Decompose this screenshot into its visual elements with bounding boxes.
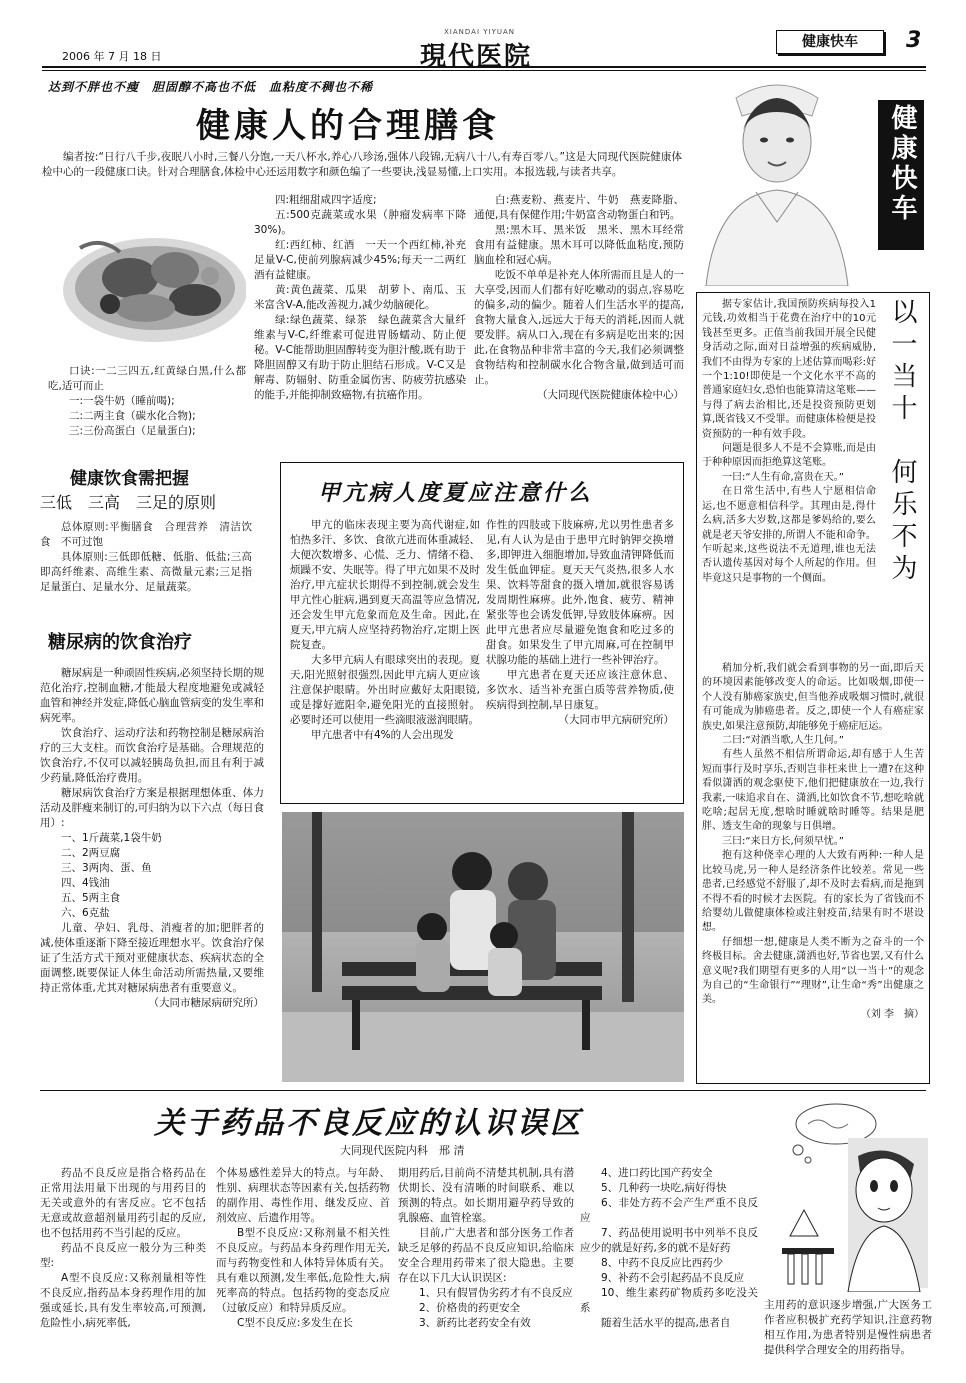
sidebar-para: 一曰:“人生有命,富贵在天。” [722, 471, 844, 483]
diet-col1-line: 口诀:一二三四五,红黄绿白黑,什么都吃,适可而止 [48, 365, 246, 392]
diabetes-title: 糖尿病的饮食治疗 [48, 632, 192, 653]
drug-para: 6、非处方药不会产生严重不良反应 [580, 1197, 758, 1224]
drug-para: B型不良反应:又称剂量不相关性不良反应。与药品本身药理作用无关,而与药物变性和人体特异体质有关。具有难以预测,发生率低,危险性大,病死率高的特点。包括药物的变态反应（过敏反应）和特异质反应。 [216, 1227, 390, 1314]
header-rule-thin [42, 70, 926, 71]
diet-col2-line: 四:粗细甜咸四字适度; [275, 194, 377, 206]
drug-para: 随着生活水平的提高,患者自 [601, 1317, 731, 1329]
sidebar-para: 问题是很多人不是不会算账,而是由于种种原因而拒绝算这笔账。 [702, 443, 876, 469]
drug-para: 1、只有假冒伪劣药才有不良反应 [419, 1287, 573, 1299]
header-date: 2006 年 7 月 18 日 [62, 50, 162, 63]
drug-para: 7、药品使用说明书中列举不良反应少的就是好药,多的就不是好药 [580, 1227, 758, 1254]
drug-col3 [398, 1166, 574, 1331]
drug-col2 [216, 1166, 390, 1331]
diet-col3-line: 白:燕麦粉、燕麦片、牛奶 燕麦降脂、通便,具有保健作用;牛奶富含动物蛋白和钙。 [474, 194, 684, 221]
drug-para: 期用药后,目前尚不清楚其机制,具有潜伏期长、没有清晰的时间联系、难以预测的特点。如长期用避孕药导致的乳腺癌、血管栓塞。 [398, 1167, 574, 1224]
hyperthyroid-col1 [290, 518, 480, 743]
drug-para: 3、新药比老药安全有效 [419, 1317, 531, 1329]
drug-para: C型不良反应:多发生在长 [237, 1317, 353, 1329]
drug-col5 [764, 1298, 932, 1358]
sidebar-para: 有些人虽然不相信所谓命运,却有感于人生苦短而事行及时享乐,否则岂非枉来世上一遭?在这种看似潇洒的观念驱使下,他们把健康放在一边,我行我素,一味追求自在、潇洒,比如饮食不节,想吃啥就吃啥;起居无度,想啥时睡就啥时睡等。结果是肥胖、透支生命的现象与日俱增。 [702, 749, 924, 833]
diabetes-list-item: 二、2两豆腐 [61, 847, 121, 859]
diabetes-source: （大同市糖尿病研究所） [148, 997, 264, 1009]
diabetes-tail: 儿童、孕妇、乳母、消瘦者的加;肥胖者的减,使体重逐渐下降至接近理想水平。饮食治疗保证了生活方式干预对亚健康状态、疾病状态的全面调整,既要保证人体生命活动所需热量,又要维持正常体重,尤其对糖尿病患者有重要意义。 [40, 922, 264, 994]
healthy-diet-title2: 三低 三高 三足的原则 [40, 493, 217, 512]
sidebar-para: 稍加分析,我们就会看到事物的另一面,即后天的环境因素能够改变人的命运。比如吸烟,即使一个人没有肺癌家族史,但当他养成吸烟习惯时,就很有可能成为肺癌患者。反之,即使一个人有癌症家族史,如果注意预防,却能够免于癌症厄运。 [702, 663, 924, 732]
masthead-small: XIANDAI YIYUAN [444, 28, 515, 36]
food-photo [50, 208, 246, 356]
hyperthyroid-title: 甲亢病人度夏应注意什么 [318, 481, 594, 506]
nurse-photo [696, 80, 858, 286]
drug-title: 关于药品不良反应的认识误区 [154, 1106, 583, 1141]
sidebar-body [702, 298, 876, 586]
masthead: 現代医院 [420, 42, 533, 72]
header-rule [42, 66, 926, 68]
diet-col2-line: 黄:黄色蔬菜、瓜果 胡萝卜、南瓜、玉米富含V-A,能改善视力,减少幼脑硬化。 [254, 284, 466, 311]
diabetes-list-item: 四、4钱油 [61, 877, 110, 889]
diabetes-list-item: 五、5两主食 [61, 892, 121, 904]
diet-col2 [254, 193, 466, 403]
diet-col3 [474, 193, 684, 403]
intro-text: 编者按:“日行八千步,夜眠八小时,三餐八分饱,一天八杯水,养心八珍汤,强体八段锦,无病八十八,有寿百零八。”这是大同现代医院健康体检中心的一段健康口诀。针对合理膳食,体检中心还运用数字和颜色编了一些要诀,浅显易懂,上口实用。本报选载,与读者共享。 [42, 151, 682, 178]
drug-col4 [580, 1166, 758, 1331]
sidebar-para: 在日常生活中,有些人宁愿相信命运,也不愿意相信科学。其理由是,得什么病,活多大岁数,这都是爹妈给的,要么就是老天爷安排的,所谓人不能和命争。乍听起来,这些说法不无道理,谁也无法否认遗传基因对每个人所起的作用。但毕竟这只是事物的一个侧面。 [702, 486, 876, 584]
hyperthyroid-source: （大同市甲亢病研究所） [558, 714, 674, 726]
diet-col3-line: 吃饭不单单是补充人体所需而且是人的一大享受,因而人们都有好吃嗽动的弱点,容易吃的偏多,动的偏少。随着人们生活水平的提高,食物大量食入,远远大于每天的消耗,因而人就要发胖。病从口入,现在有多病是吃出来的;因此,在食物品种非常丰富的今天,我们必须调整食物结构和控制碳水化合物含量,做到适可而止。 [474, 269, 684, 386]
drug-para: 4、进口药比国产药安全 [601, 1167, 713, 1179]
drug-para: A型不良反应:又称剂量相等性不良反应,指药品本身药理作用的加强或延长,具有发生率较高,可预测,危险性小,病死率低, [40, 1272, 206, 1329]
diabetes-list-item: 三、3两肉、蛋、鱼 [61, 862, 152, 874]
drug-para: 2、价格贵的药更安全 [419, 1302, 521, 1314]
diet-col3-line: 黑:黑木耳、黑米饭 黑米、黑木耳经常食用有益健康。黑木耳可以降低血粘度,预防脑血栓和冠心病。 [474, 224, 684, 266]
diet-col1-line: 二:二两主食（碳水化合物); [69, 410, 196, 422]
drug-para: 药品不良反应是指合格药品在正常用法用量下出现的与用药目的无关或意外的有害反应。它不包括无意或故意超剂量用药引起的反应,也不包括用药不当引起的反应。 [40, 1167, 206, 1239]
sidebar-para: 抱有这种侥幸心理的人大致有两种:一种人是比较马虎,另一种人是经济条件比较差。常见一些患者,已经感觉不舒服了,却不及时去看病,而是拖到不得不看的时候才去医院。有的家长为了省钱而不给婴幼儿做健康体检或注射疫苗,结果有时不堪设想。 [702, 850, 924, 934]
diet-source: （大同现代医院健康体检中心） [537, 389, 684, 401]
healthy-diet-body [40, 520, 252, 595]
diabetes-para: 饮食治疗、运动疗法和药物控制是糖尿病治疗的三大支柱。而饮食治疗是基础。合理规范的饮食治疗,不仅可以减轻胰岛负担,而且有利于减少药量,降低治疗费用。 [40, 727, 264, 784]
sidebar-title: 健康快车 [887, 104, 917, 224]
sidebar-vertical-title: 以一当十 何乐不为 [887, 298, 917, 586]
hyperthyroid-para: 作性的四肢或下肢麻痹,尤以男性患者多见,有人认为是由于患甲亢时钠钾交换增多,即钾进入细胞增加,导致血清钾降低而发生低血钾症。夏天天气炎热,很多人水果、饮料等甜食的摄入增加,就很容易诱发周期性麻痹。此外,饱食、疲劳、精神紧张等也会诱发低钾,导致肢体麻痹。因此甲亢患者应尽量避免饱食和吃过多的甜食。如果发生了甲亢周麻,可在控制甲状腺功能的基础上进行一些补钾治疗。 [486, 519, 674, 666]
hyperthyroid-para: 甲亢患者中有4%的人会出现发 [311, 729, 454, 741]
diabetes-body [40, 666, 264, 1011]
drug-byline: 大同现代医院内科 邢 清 [340, 1144, 465, 1157]
family-photo [282, 812, 684, 1082]
diet-col1-line: 三:三份高蛋白（足量蛋白); [69, 425, 196, 437]
healthy-diet-title1: 健康饮食需把握 [70, 469, 189, 489]
hyperthyroid-para: 大多甲亢病人有眼球突出的表现。夏天,阳光照射很强烈,因此甲亢病人更应该注意保护眼睛。外出时应戴好太阳眼镜,或是撑好遮阳伞,避免阳光的直接照射。必要时还可以使用一些滴眼液滋润眼睛。 [290, 654, 480, 726]
diet-col2-line: 绿:绿色蔬菜、绿茶 绿色蔬菜含大量纤维素与V-C,纤维素可促进胃肠蠕动、防止便秘。V-C能帮助胆固醇转变为胆汁酸,既有助于降胆固醇又有助于防止胆结石形成。V-C又是解毒、防辐射、防重金属伤害、防疲劳抗感染的能手,并能抑制致癌物,有抗癌作用。 [254, 314, 466, 401]
drug-para: 主用药的意识逐步增强,广大医务工作者应积极扩充药学知识,注意药物相互作用,为患者特别是慢性病患者提供科学合理安全的用药指导。 [764, 1299, 932, 1356]
drug-para: 9、补药不会引起药品不良反应 [601, 1272, 745, 1284]
healthy-diet-line: 具体原则:三低即低糖、低脂、低盐;三高即高纤维素、高维生素、高微量元素;三足指足量蛋白、足量水分、足量蔬菜。 [40, 551, 252, 593]
sidebar-para: 据专家估计,我国预防疾病每投入1元钱,功效相当于花费在治疗中的10元钱甚至更多。正值当前我国开展全民健身活动之际,面对日益增强的疾病威胁,我们不由得为专家的上述估算而喝彩:好一个1:10!即使是一个文化水平不高的普通家庭妇女,恐怕也能算清这笔账——与得了病去治相比,还是投资预防更划算,既省钱又不受罪。而健康体检便是投资预防的一种有效手段。 [702, 299, 876, 440]
diabetes-para: 糖尿病饮食治疗方案是根据理想体重、体力活动及胖瘦来制订的,可归纳为以下六点（每日食用）: [40, 787, 264, 829]
section-badge-label: 健康快车 [802, 34, 858, 50]
hyperthyroid-para: 甲亢的临床表现主要为高代谢症,如怕热多汗、多饮、食欲亢进而体重减轻、大便次数增多、心慌、乏力、情绪不稳、烦躁不安、失眠等。得了甲亢如果不及时治疗,甲亢症状长期得不到控制,就会发生甲亢性心脏病,遇到夏天高温等应急情况,还会发生甲亢危象而危及生命。因此,在夏天,甲亢病人应坚持药物治疗,定期上医院复查。 [290, 519, 480, 651]
page-number: 3 [906, 28, 922, 53]
hyperthyroid-col2 [486, 518, 674, 728]
drug-para: 5、几种药一块吃,病好得快 [601, 1182, 727, 1194]
diet-col1-line: 一:一袋牛奶（睡前喝); [69, 395, 175, 407]
section-badge [776, 30, 884, 54]
main-title: 健康人的合理膳食 [196, 106, 500, 146]
drug-para: 8、中药不良反应比西药少 [601, 1257, 724, 1269]
diabetes-para: 糖尿病是一种顽固性疾病,必须坚持长期的规范化治疗,控制血糖,才能最大程度地避免或减轻血管和神经并发症,降低心脑血管病变的发生率和病死率。 [40, 667, 264, 724]
diet-col2-line: 五:500克蔬菜或水果（肿瘤发病率下降30%)。 [254, 209, 466, 236]
drug-para: 目前,广大患者和部分医务工作者缺乏足够的药品不良反应知识,给临床安全合理用药带来了很大隐患。主要存在以下几大认识误区: [398, 1227, 574, 1284]
diabetes-list-item: 一、1斤蔬菜,1袋牛奶 [61, 832, 162, 844]
sidebar-body-lower [702, 662, 924, 1022]
drug-para: 10、维生素药矿物质药多吃没关系 [580, 1287, 758, 1314]
slogan: 达到不胖也不瘦 胆固醇不高也不低 血粘度不稠也不稀 [48, 80, 374, 94]
drug-rule [40, 1090, 926, 1091]
diabetes-list-item: 六、6克盐 [61, 907, 110, 919]
diet-col1 [48, 364, 246, 439]
drug-para: 个体易感性差异大的特点。与年龄、性别、病理状态等因素有关,包括药物的副作用、毒性作用、继发反应、首剂效应、后遗作用等。 [216, 1167, 390, 1224]
drug-para: 药品不良反应一般分为三种类型: [40, 1242, 206, 1269]
sidebar-para: 仔细想一想,健康是人类不断为之奋斗的一个终极目标。舍去健康,潇洒也好,节省也罢,又有什么意义呢?我们期望有更多的人用“以一当十”的观念为自己的“生命银行”“理财”,让生命“秀”出健康之美。 [702, 936, 924, 1006]
hyperthyroid-para: 甲亢患者在夏天还应该注意休息、多饮水、适当补充蛋白质等营养物质,使疾病得到控制,早日康复。 [486, 669, 674, 711]
sidebar-source: （刘 李 摘） [860, 1008, 924, 1020]
sidebar-para: 三曰:“来日方长,何须早忧。” [722, 835, 844, 847]
cartoon-illustration [778, 1098, 934, 1292]
diet-col2-line: 红:西红柿、红酒 一天一个西红柿,补充足量V-C,使前列腺病减少45%;每天一二两红酒有益健康。 [254, 239, 466, 281]
drug-col1 [40, 1166, 206, 1331]
sidebar-para: 二曰:“对酒当歌,人生几何。” [722, 735, 844, 747]
healthy-diet-line: 总体原则:平衡膳食 合理营养 清洁饮食 不可过饱 [40, 521, 252, 548]
